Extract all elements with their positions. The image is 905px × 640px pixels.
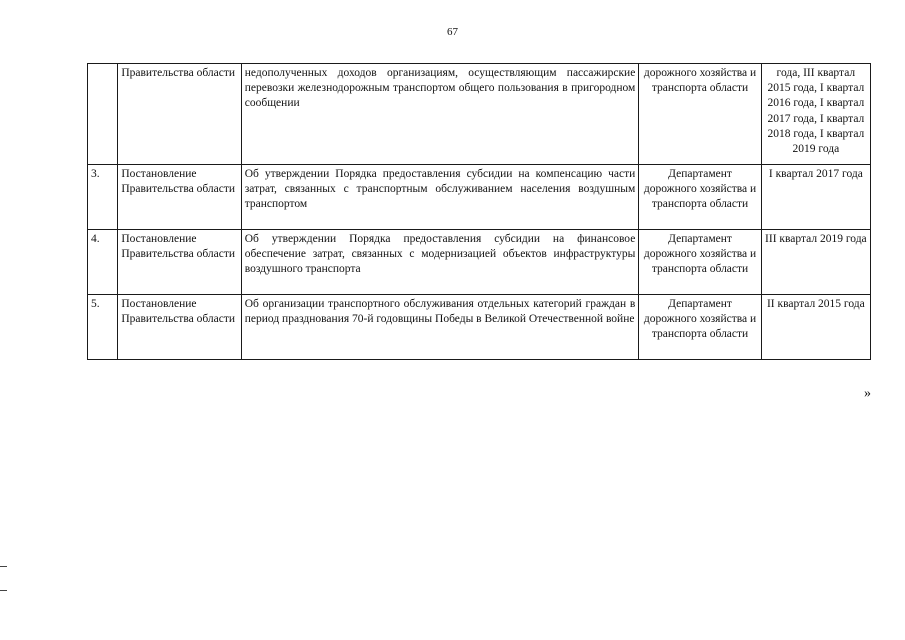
page-number: 67 (447, 26, 458, 38)
measures-table (87, 63, 871, 360)
document-title-cell: недополученных доходов организациям, осуществляющим пассажирские перевозки железнодорожным транспортом общего пользования в пригородном сообщении (241, 64, 639, 165)
row-number-cell (88, 64, 118, 165)
scan-edge-mark (0, 590, 7, 591)
executor-cell: дорожного хозяйства и транспорта области (639, 64, 761, 165)
table-row (88, 230, 871, 295)
deadline-cell: II квартал 2015 года (761, 295, 870, 360)
table-row (88, 295, 871, 360)
row-number-cell: 5. (88, 295, 118, 360)
document-type-cell: Постановление Правительства области (118, 230, 241, 295)
row-number-cell: 4. (88, 230, 118, 295)
document-type-cell: Постановление Правительства области (118, 165, 241, 230)
scan-edge-mark (0, 566, 7, 567)
table-row (88, 165, 871, 230)
deadline-cell: года, III квартал 2015 года, I квартал 2016 года, I квартал 2017 года, I квартал 2018 года, I квартал 2019 года (761, 64, 870, 165)
document-type-cell: Постановление Правительства области (118, 295, 241, 360)
executor-cell: Департамент дорожного хозяйства и транспорта области (639, 295, 761, 360)
deadline-cell: I квартал 2017 года (761, 165, 870, 230)
document-title-cell: Об утверждении Порядка предоставления субсидии на финансовое обеспечение затрат, связанных с модернизацией объектов инфраструктуры воздушного транспорта (241, 230, 639, 295)
document-title-cell: Об организации транспортного обслуживания отдельных категорий граждан в период празднования 70-й годовщины Победы в Великой Отечественной войне (241, 295, 639, 360)
document-title-cell: Об утверждении Порядка предоставления субсидии на компенсацию части затрат, связанных с транспортным обслуживанием населения воздушным транспортом (241, 165, 639, 230)
executor-cell: Департамент дорожного хозяйства и транспорта области (639, 165, 761, 230)
closing-quote: » (864, 386, 871, 401)
document-type-cell: Правительства области (118, 64, 241, 165)
row-number-cell: 3. (88, 165, 118, 230)
deadline-cell: III квартал 2019 года (761, 230, 870, 295)
executor-cell: Департамент дорожного хозяйства и транспорта области (639, 230, 761, 295)
table-row (88, 64, 871, 165)
